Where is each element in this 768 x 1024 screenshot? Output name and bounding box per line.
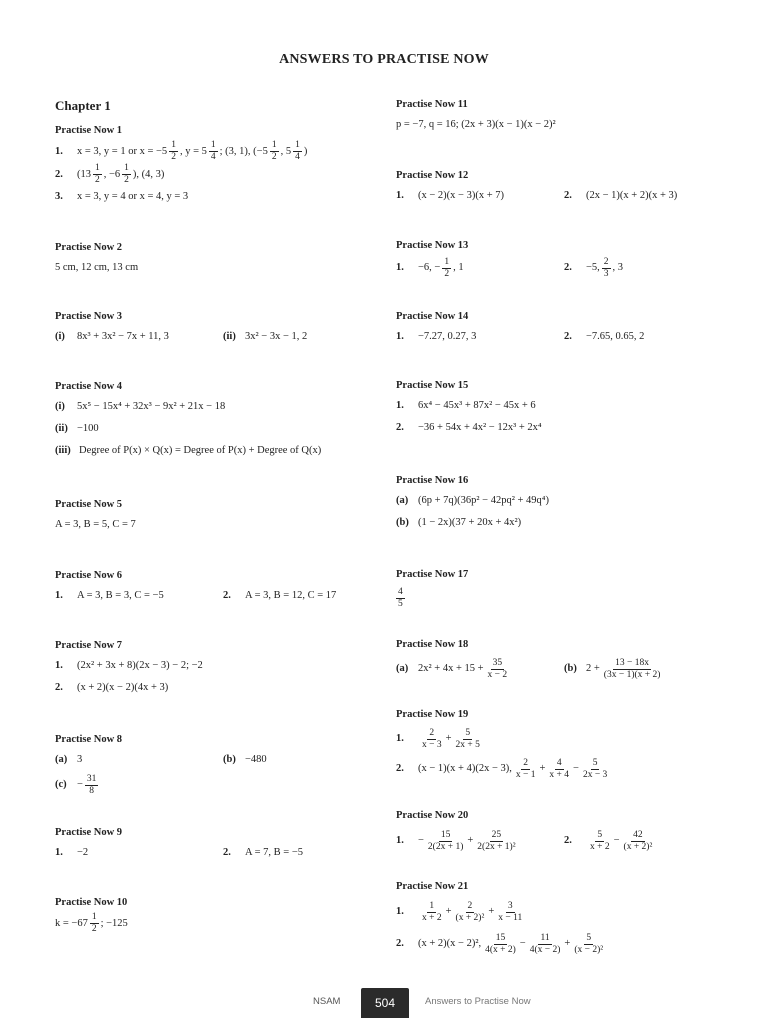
fraction: $\frac{2}{3}$ <box>603 256 609 279</box>
practise-now-4 <box>55 378 385 462</box>
fraction: $\frac{2}{x - 3}$ <box>422 727 442 750</box>
section-title: Practise Now 7 <box>55 640 123 651</box>
fraction: $\frac{1}{2}$ <box>124 163 129 185</box>
answer-line: (a) (6p + 7q)(36p² − 42pq² + 49q⁴) <box>396 495 549 506</box>
fraction: $\frac{1}{x + 2}$ <box>422 900 442 923</box>
practise-now-17 <box>396 566 726 612</box>
answer-line: 1. − $\frac{15}{2(2x + 1)}$ + $\frac{25}{\text{2(2x + 1)²}}$ 2. $\frac{5}{x + 2}$ − $\frac{42}{\text{(x + 2)²}}$ <box>396 829 653 852</box>
practise-now-1 <box>55 122 385 208</box>
answer-line: 2. −36 + 54x + 4x² − 12x³ + 2x⁴ <box>396 422 542 433</box>
section-title: Practise Now 12 <box>396 170 469 181</box>
footer-brand: NSAM <box>313 996 341 1007</box>
section-title: Practise Now 16 <box>396 475 469 486</box>
section-title: Practise Now 8 <box>55 734 123 745</box>
practise-now-19 <box>396 706 726 784</box>
answer-line: p = −7, q = 16; (2x + 3)(x − 1)(x − 2)² <box>396 119 556 130</box>
answer-line: (i) 5x⁵ − 15x⁴ + 32x³ − 9x² + 21x − 18 <box>55 401 226 412</box>
practise-now-12 <box>396 167 726 207</box>
answer-line: (b) (1 − 2x)(37 + 20x + 4x²) <box>396 517 522 528</box>
answer-line: (a) 3 (b) −480 <box>55 754 267 765</box>
practise-now-11 <box>396 96 726 136</box>
fraction: $\frac{15}{2(2x + 1)}$ <box>427 829 464 852</box>
page-footer <box>0 988 768 1018</box>
fraction: $\frac{1}{4}$ <box>295 140 300 162</box>
section-title: Practise Now 6 <box>55 570 123 581</box>
answer-line: 5 cm, 12 cm, 13 cm <box>55 262 139 273</box>
section-title: Practise Now 15 <box>396 380 469 391</box>
section-title: Practise Now 18 <box>396 639 469 650</box>
practise-now-21 <box>396 878 726 960</box>
section-title: Practise Now 1 <box>55 125 123 136</box>
answer-line: k = −67 $\frac{1}{2}$ ; −125 <box>55 912 128 934</box>
answer-line: 2. (x + 2)(x − 2)², $\frac{15}{4(x + 2)}$ − $\frac{11}{4(x - 2)}$ + $\frac{5}{\text{(x − 2)²}}$ <box>396 932 604 955</box>
practise-now-14 <box>396 308 726 348</box>
answer-line: 1. −6, − $\frac{1}{2}$ , 1 2. −5, $\frac{2}{3}$ , 3 <box>396 256 624 279</box>
practise-now-10 <box>55 894 385 935</box>
practise-now-16 <box>396 472 726 534</box>
answer-line: 2. (x + 2)(x − 2)(4x + 3) <box>55 682 169 693</box>
right-column <box>396 96 726 976</box>
section-title: Practise Now 19 <box>396 709 469 720</box>
answer-line: 2. (x − 1)(x + 4)(2x − 3), $\frac{2}{x - 1}$ + $\frac{4}{x + 4}$ − $\frac{5}{2x - 3}$ <box>396 757 608 780</box>
fraction: $\frac{5}{x + 2}$ <box>590 829 610 852</box>
answer-line: 1. x = 3, y = 1 or x = −5 $\frac{1}{2}$ , y = 5 $\frac{1}{4}$ ; (3, 1), (−5 $\frac{1}{2}$ , 5 $\frac{1}{4}$ ) <box>55 140 308 162</box>
answer-line: 1. −2 2. A = 7, B = −5 <box>55 847 304 858</box>
fraction: $\frac{25}{\text{2(2x + 1)²}}$ <box>477 829 516 852</box>
practise-now-15 <box>396 377 726 439</box>
answer-line: 1. (2x² + 3x + 8)(2x − 3) − 2; −2 <box>55 660 203 671</box>
section-title: Practise Now 21 <box>396 881 469 892</box>
practise-now-7 <box>55 637 385 699</box>
fraction: $\frac{5}{2x + 5}$ <box>455 727 480 750</box>
practise-now-6 <box>55 567 385 607</box>
answer-line: (i) 8x³ + 3x² − 7x + 11, 3 (ii) 3x² − 3x − 1, 2 <box>55 331 308 342</box>
answer-line: 1. $\frac{1}{x + 2}$ + $\frac{2}{\text{(x + 2)²}}$ + $\frac{3}{x - 11}$ <box>396 900 523 923</box>
answer-line: 3. x = 3, y = 4 or x = 4, y = 3 <box>55 191 189 202</box>
answer-line: (iii) Degree of P(x) × Q(x) = Degree of P(x) + Degree of Q(x) <box>55 445 322 456</box>
answer-line: 1. A = 3, B = 3, C = −5 2. A = 3, B = 12, C = 17 <box>55 590 337 601</box>
practise-now-13 <box>396 237 726 281</box>
section-title: Practise Now 5 <box>55 499 123 510</box>
section-title: Practise Now 14 <box>396 311 469 322</box>
practise-now-9 <box>55 824 385 864</box>
answer-line: 1. $\frac{2}{x - 3}$ + $\frac{5}{2x + 5}$ <box>396 727 480 750</box>
answer-line: A = 3, B = 5, C = 7 <box>55 519 136 530</box>
section-title: Practise Now 20 <box>396 810 469 821</box>
fraction: $\frac{13 - 18x}{(3x - 1)(x + 2)}$ <box>603 657 661 680</box>
page-title: ANSWERS TO PRACTISE NOW <box>279 52 489 67</box>
fraction: $\frac{31}{8}$ <box>86 773 97 796</box>
section-title: Practise Now 10 <box>55 897 128 908</box>
answer-line: (c) − $\frac{31}{8}$ <box>55 773 97 796</box>
footer-section-title: Answers to Practise Now <box>425 996 531 1007</box>
section-title: Practise Now 11 <box>396 99 468 110</box>
section-title: Practise Now 3 <box>55 311 123 322</box>
fraction: $\frac{5}{2x - 3}$ <box>582 757 608 780</box>
section-title: Practise Now 9 <box>55 827 123 838</box>
fraction: $\frac{1}{2}$ <box>444 256 450 279</box>
answer-line: (ii) −100 <box>55 423 99 434</box>
fraction: $\frac{3}{x - 11}$ <box>498 900 523 923</box>
fraction: $\frac{1}{2}$ <box>171 140 176 162</box>
fraction: $\frac{1}{2}$ <box>95 163 100 185</box>
answer-line: (a) 2x² + 4x + 15 + $\frac{35}{x - 2}$ (b) 2 + $\frac{13 - 18x}{(3x - 1)(x + 2)}$ <box>396 657 661 680</box>
fraction: $\frac{1}{2}$ <box>271 140 277 162</box>
section-title: Practise Now 13 <box>396 240 469 251</box>
section-title: Practise Now 17 <box>396 569 469 580</box>
fraction: $\frac{1}{4}$ <box>210 140 216 162</box>
left-column <box>55 96 385 976</box>
answer-line: 1. 6x⁴ − 45x³ + 87x² − 45x + 6 <box>396 400 536 411</box>
fraction: $\frac{2}{x - 1}$ <box>515 757 536 780</box>
practise-now-5 <box>55 496 385 536</box>
fraction: $\frac{4}{5}$ <box>398 586 403 609</box>
fraction: $\frac{5}{\text{(x − 2)²}}$ <box>574 932 604 955</box>
chapter-heading: Chapter 1 <box>55 98 111 113</box>
practise-now-18 <box>396 636 726 684</box>
fraction: $\frac{42}{\text{(x + 2)²}}$ <box>623 829 653 852</box>
fraction: $\frac{15}{4(x + 2)}$ <box>485 932 516 955</box>
answer-line: 2. (13 $\frac{1}{2}$ , −6 $\frac{1}{2}$ ), (4, 3) <box>55 163 165 185</box>
fraction: $\frac{11}{4(x - 2)}$ <box>529 932 561 955</box>
fraction: $\frac{1}{2}$ <box>91 912 97 934</box>
answer-line: 1. (x − 2)(x − 3)(x + 7) 2. (2x − 1)(x + 2)(x + 3) <box>396 190 678 201</box>
fraction: $\frac{2}{\text{(x + 2)²}}$ <box>455 900 485 923</box>
practise-now-20 <box>396 807 726 857</box>
fraction: $\frac{35}{x - 2}$ <box>487 657 508 680</box>
page-number: 504 <box>361 988 409 1018</box>
practise-now-2 <box>55 239 385 279</box>
practise-now-8 <box>55 731 385 799</box>
section-title: Practise Now 2 <box>55 242 123 253</box>
section-title: Practise Now 4 <box>55 381 123 392</box>
practise-now-3 <box>55 308 385 348</box>
answer-line: 1. −7.27, 0.27, 3 2. −7.65, 0.65, 2 <box>396 331 645 342</box>
answer-line <box>396 584 726 612</box>
fraction: $\frac{4}{x + 4}$ <box>549 757 570 780</box>
